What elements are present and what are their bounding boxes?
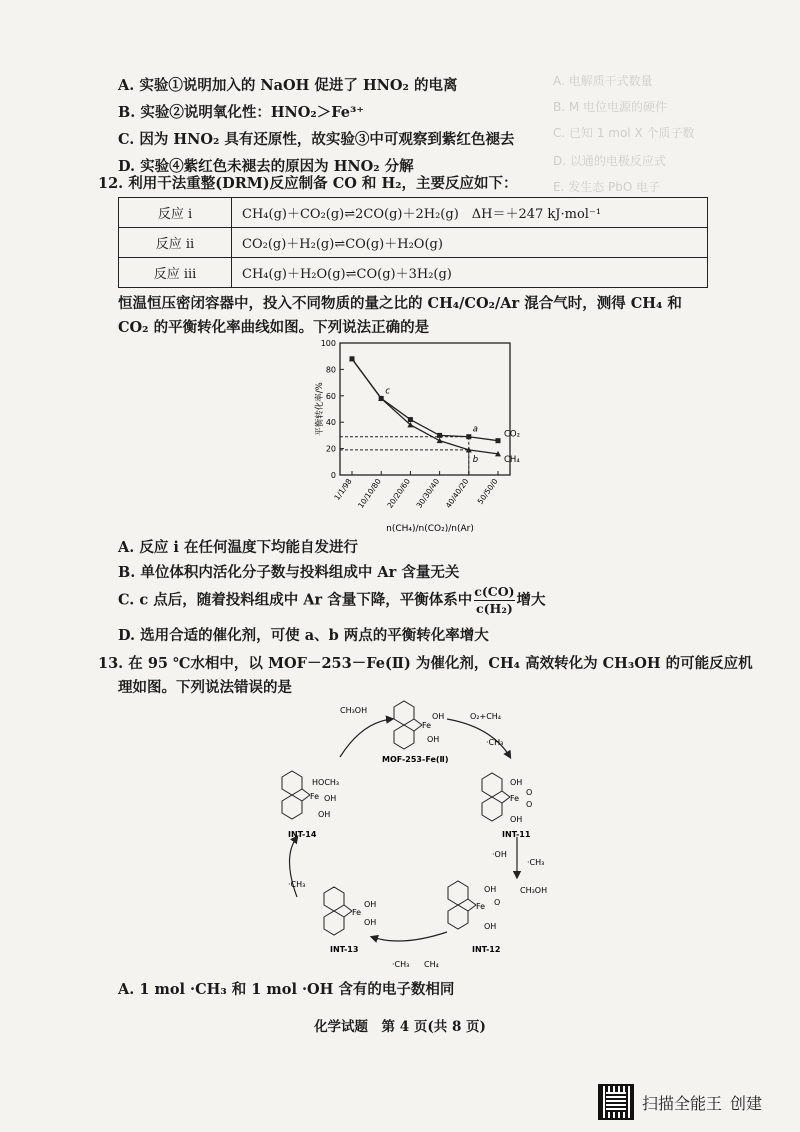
ligand-oh: OH [484,922,497,931]
cycle-arrow-5 [340,719,392,757]
label-int14: INT-14 [288,830,317,839]
watermark-brand: 扫描全能王 [642,1093,723,1113]
reaction-equation: CH₄(g)＋CO₂(g)⇌2CO(g)＋2H₂(g) ΔH＝＋247 kJ·mol⁻¹ [232,198,708,228]
ligand-oh: OH [324,794,337,803]
y-tick-label: 100 [320,339,336,348]
q12-option-c-tail: 增大 [516,591,546,609]
x-tick-label: 30/30/40 [414,476,442,510]
ligand-hoch3: HOCH₃ [312,778,340,787]
q11-option-a: A. 实验①说明加入的 NaOH 促进了 HNO₂ 的电离 [118,77,458,94]
qr-code-icon [598,1084,634,1120]
q12-description-1: 恒温恒压密闭容器中，投入不同物质的量之比的 CH₄/CO₂/Ar 混合气时，测得 CH₄ 和 [118,295,682,312]
point-label: b [472,454,479,465]
q12-option-c-text: C. c 点后，随着投料组成中 Ar 含量下降，平衡体系中 [118,591,473,609]
point-label: c [385,386,390,397]
ratio-numerator: c(CO) [474,584,515,599]
data-point [408,417,413,422]
q13-option-a: A. 1 mol ·CH₃ 和 1 mol ·OH 含有的电子数相同 [118,981,455,998]
bleed-text-4: D. 以通的电极反应式 [553,154,666,168]
q12-stem: 12. 利用干法重整(DRM)反应制备 CO 和 H₂，主要反应如下： [98,175,518,192]
data-point [437,433,442,438]
q12-option-d: D. 选用合适的催化剂，可使 a、b 两点的平衡转化率增大 [118,627,489,644]
ligand-o: O [526,788,533,797]
q12-option-a: A. 反应 i 在任何温度下均能自发进行 [118,539,358,556]
scanner-watermark [598,1084,762,1120]
reagent-ch3-bottom: ·CH₃ [392,960,410,969]
legend-label: CO₂ [504,429,521,440]
conversion-chart [300,335,560,535]
reaction-equation: CH₄(g)＋H₂O(g)⇌CO(g)＋3H₂(g) [232,258,708,288]
y-tick-label: 80 [325,365,336,375]
q11-option-b: B. 实验②说明氧化性：HNO₂＞Fe³⁺ [118,104,365,121]
x-tick-label: 50/50/0 [475,476,500,506]
y-axis-label: 平衡转化率/% [315,382,325,436]
y-tick-label: 0 [330,471,336,480]
ligand-oh: OH [364,900,377,909]
reagent-o2-ch4: O₂+CH₄ [470,712,502,721]
series-line [352,359,498,454]
reagent-ch3-top: ·CH₃ [486,738,504,747]
ligand-oh: OH [432,712,445,721]
reaction-label: 反应 iii [119,258,232,288]
ligand-oh: OH [510,815,523,824]
y-tick-label: 40 [325,418,336,428]
reagent-ch3-left: ·CH₃ [288,880,306,889]
q12-option-c [118,584,546,617]
data-point [437,438,443,444]
cycle-arrow-3 [372,932,447,941]
reaction-row [119,198,708,228]
ratio-denominator: c(H₂) [476,601,513,616]
x-tick-label: 20/20/60 [385,476,413,510]
fe-center: Fe [476,902,486,911]
ligand-o: O [526,800,533,809]
y-tick-label: 60 [325,391,336,401]
bleed-text-1: A. 电解质干式数量 [553,74,653,88]
reaction-equation: CO₂(g)＋H₂(g)⇌CO(g)＋H₂O(g) [232,228,708,258]
fe-center: Fe [352,908,362,917]
reagent-ch3oh-top: CH₃OH [340,706,368,715]
q12-description-2: CO₂ 的平衡转化率曲线如图。下列说法正确的是 [118,319,430,336]
q12-option-b: B. 单位体积内活化分子数与投料组成中 Ar 含量无关 [118,564,460,581]
data-point [466,434,471,439]
label-int11: INT-11 [502,830,531,839]
reagent-ch3oh-right: CH₃OH [520,886,548,895]
ligand-oh: OH [318,810,331,819]
bleed-text-5: E. 发生态 PbO 电子 [553,180,661,194]
x-axis-label: n(CH₄)/n(CO₂)/n(Ar) [386,524,474,534]
label-int13: INT-13 [330,945,359,954]
ligand-oh: OH [510,778,523,787]
data-point [496,438,501,443]
watermark-suffix: 创建 [730,1093,763,1113]
reaction-row [119,258,708,288]
ligand-o: O [494,898,501,907]
bleed-text-3: C. 已知 1 mol X 个质子数 [553,126,695,140]
fe-center: Fe [422,721,432,730]
q13-stem-2: 理如图。下列说法错误的是 [118,679,292,696]
reaction-label: 反应 ii [119,228,232,258]
page-footer: 化学试题 第 4 页(共 8 页) [314,1019,486,1035]
fe-center: Fe [310,792,320,801]
concentration-ratio [474,584,514,617]
label-mof: MOF-253-Fe(Ⅱ) [382,755,449,764]
reaction-row [119,228,708,258]
ligand-oh: OH [364,918,377,927]
y-tick-label: 20 [325,444,336,454]
plot-frame [340,343,510,475]
reagent-oh: ·OH [492,850,507,859]
legend-label: CH₄ [504,454,520,465]
ligand-oh: OH [427,735,440,744]
q13-stem-1: 13. 在 95 ℃水相中，以 MOF－253－Fe(Ⅱ) 为催化剂，CH₄ 高效转化为 CH₃OH 的可能反应机 [98,655,753,672]
mechanism-diagram [262,697,592,972]
x-tick-label: 1/1/98 [332,476,354,502]
fe-center: Fe [510,794,520,803]
reaction-label: 反应 i [119,198,232,228]
q11-option-d: D. 实验④紫红色未褪去的原因为 HNO₂ 分解 [118,158,414,175]
bleed-text-2: B. M 电位电源的硬件 [553,100,668,114]
reagent-ch3-right: ·CH₃ [527,858,545,867]
reaction-table [118,197,708,288]
x-tick-label: 40/40/20 [443,476,471,510]
ligand-oh: OH [484,885,497,894]
q11-option-c: C. 因为 HNO₂ 具有还原性，故实验③中可观察到紫红色褪去 [118,131,515,148]
point-label: a [472,424,479,435]
x-tick-label: 10/10/80 [356,476,383,510]
label-int12: INT-12 [472,945,501,954]
reagent-ch4-bottom: CH₄ [424,960,439,969]
